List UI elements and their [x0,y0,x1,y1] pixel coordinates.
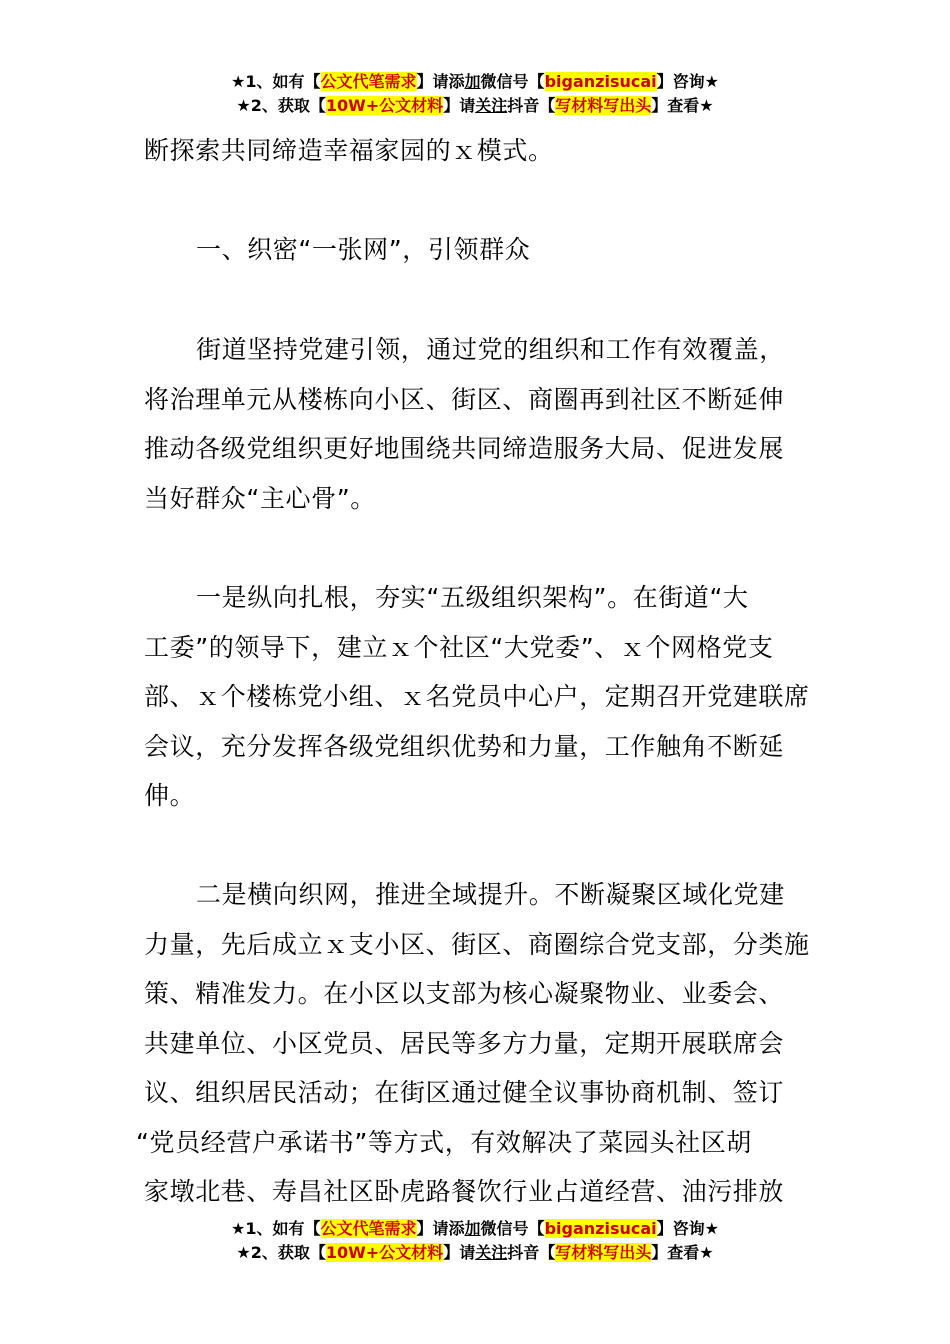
banner-line-2 [0,94,950,118]
banner-line-2 [0,1241,950,1265]
paragraph-line: 部、ｘ个楼栋党小组、ｘ名党员中心户，定期召开党建联席 [144,682,810,711]
paragraph-line: 二是横向织网，推进全域提升。不断凝聚区域化党建 [196,880,785,909]
banner-text: 微信号【 [480,72,545,91]
underlined-text: 加 [464,1219,481,1238]
bottom-banner [0,1217,950,1265]
banner-text: 】查看★ [651,96,714,115]
banner-text: 抖音【 [507,1243,556,1262]
banner-text: ★2、获取【 [236,1243,326,1262]
highlight-text: biganzisucai [544,1219,657,1238]
paragraph-line: 策、精准发力。在小区以支部为核心凝聚物业、业委会、 [144,979,785,1008]
paragraph-line: 共建单位、小区党员、居民等多方力量，定期开展联席会 [144,1029,785,1058]
banner-text: ★1、如有【 [231,72,321,91]
paragraph-line: 街道坚持党建引领，通过党的组织和工作有效覆盖， [196,335,785,364]
highlight-text: 10W+公文材料 [325,1243,444,1262]
banner-text: 】查看★ [651,1243,714,1262]
paragraph-line: 家墩北巷、寿昌社区卧虎路餐饮行业占道经营、油污排放 [144,1177,785,1206]
underlined-text: 关注 [475,96,508,115]
top-banner [0,70,950,118]
section-heading: 一、织密“一张网”，引领群众 [196,235,531,264]
paragraph-line: “党员经营户承诺书”等方式，有效解决了菜园头社区胡 [136,1128,752,1157]
banner-text: ★2、获取【 [236,96,326,115]
highlight-text: 公文代笔需求 [320,1219,417,1238]
underlined-text: 加 [464,72,481,91]
paragraph-line: 工委”的领导下，建立ｘ个社区“大党委”、ｘ个网格党支 [144,633,774,662]
banner-text: 】咨询★ [656,72,719,91]
banner-line-1 [0,1217,950,1241]
highlight-text: 写材料写出头 [555,96,652,115]
underlined-text: 关注 [475,1243,508,1262]
banner-text: 】请 [443,1243,476,1262]
banner-text: 抖音【 [507,96,556,115]
paragraph-line: 将治理单元从楼栋向小区、街区、商圈再到社区不断延伸 [144,385,785,414]
banner-text: 】请 [443,96,476,115]
paragraph-line: 当好群众“主心骨”。 [144,484,376,513]
paragraph-line: 议、组织居民活动；在街区通过健全议事协商机制、签订 [144,1078,785,1107]
paragraph-line: 会议，充分发挥各级党组织优势和力量，工作触角不断延 [144,732,785,761]
banner-text: ★1、如有【 [231,1219,321,1238]
highlight-text: 公文代笔需求 [320,72,417,91]
highlight-text: 写材料写出头 [555,1243,652,1262]
paragraph-line: 断探索共同缔造幸福家园的ｘ模式。 [144,136,554,165]
banner-text: 】咨询★ [656,1219,719,1238]
highlight-text: 10W+公文材料 [325,96,444,115]
paragraph-line: 伸。 [144,781,196,810]
banner-text: 】请添 [416,72,465,91]
highlight-text: biganzisucai [544,72,657,91]
banner-text: 微信号【 [480,1219,545,1238]
paragraph-line: 力量，先后成立ｘ支小区、街区、商圈综合党支部，分类施 [144,930,810,959]
paragraph-line: 一是纵向扎根，夯实“五级组织架构”。在街道“大 [196,583,749,612]
paragraph-line: 推动各级党组织更好地围绕共同缔造服务大局、促进发展 [144,434,785,463]
banner-text: 】请添 [416,1219,465,1238]
banner-line-1 [0,70,950,94]
